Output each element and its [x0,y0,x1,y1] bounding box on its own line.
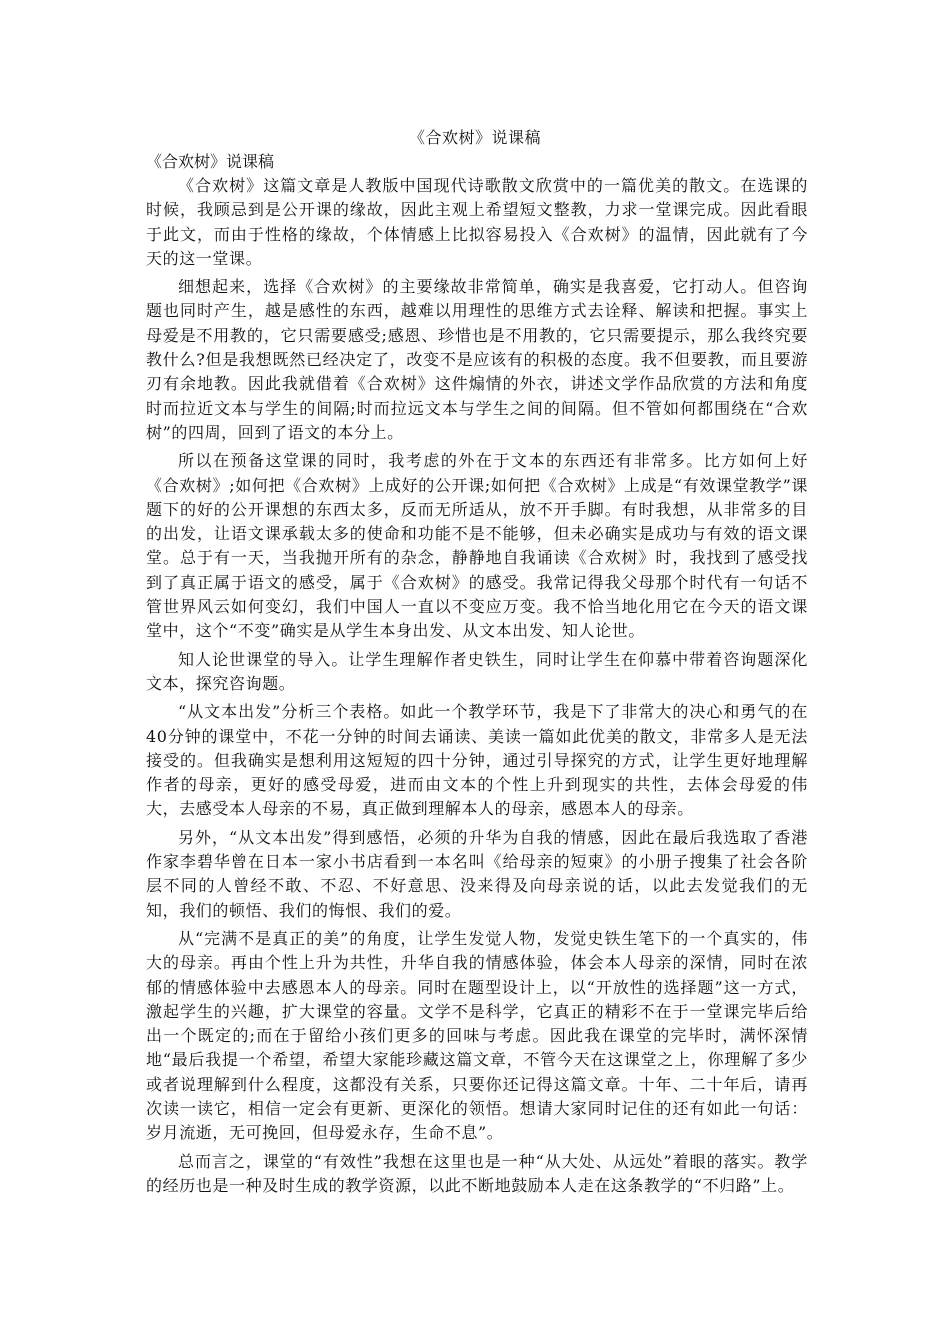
paragraph-7: 从“完满不是真正的美”的角度，让学生发觉人物，发觉史铁生笔下的一个真实的，伟大的母亲。再由个性上升为共性，升华自我的情感体验，体会本人母亲的深情，同时在浓郁的情感体验中去感恩本人的母亲。同时在题型设计上，以“开放性的选择题”这一方式，激起学生的兴趣，扩大课堂的容量。文学不是科学，它真正的精彩不在于一堂课完毕后给出一个既定的;而在于留给小孩们更多的回味与考虑。因此我在课堂的完毕时，满怀深情地“最后我提一个希望，希望大家能珍藏这篇文章，不管今天在这课堂之上，你理解了多少或者说理解到什么程度，这都没有关系，只要你还记得这篇文章。十年、二十年后，请再次读一读它，相信一定会有更新、更深化的领悟。想请大家同时记住的还有如此一句话：岁月流逝，无可挽回，但母爱永存，生命不息”。 [146,928,808,1143]
document-title: 《合欢树》说课稿 [408,128,541,147]
paragraph-6: 另外，“从文本出发”得到感悟，必须的升华为自我的情感，因此在最后我选取了香港作家李碧华曾在日本一家小书店看到一本名叫《给母亲的短柬》的小册子搜集了社会各阶层不同的人曾经不敢、不忍、不好意思、没来得及向母亲说的话，以此去发觉我们的无知，我们的顿悟、我们的悔恨、我们的爱。 [146,827,808,920]
document-body [146,174,808,1202]
paragraph-5: “从文本出发”分析三个表格。如此一个教学环节，我是下了非常大的决心和勇气的在40分钟的课堂中，不花一分钟的时间去诵读、美读一篇如此优美的散文，非常多人是无法接受的。但我确实是想利用这短短的四十分钟，通过引导探究的方式，让学生更好地理解作者的母亲，更好的感受母爱，进而由文本的个性上升到现实的共性，去体会母爱的伟大，去感受本人母亲的不易，真正做到理解本人的母亲，感恩本人的母亲。 [146,702,808,819]
paragraph-4: 知人论世课堂的导入。让学生理解作者史铁生，同时让学生在仰慕中带着咨询题深化文本，探究咨询题。 [146,649,808,693]
paragraph-3: 所以在预备这堂课的同时，我考虑的外在于文本的东西还有非常多。比方如何上好《合欢树》;如何把《合欢树》上成好的公开课;如何把《合欢树》上成是“有效课堂教学”课题下的好的公开课想的东西太多，反而无所适从，放不开手脚。有时我想，从非常多的目的出发，让语文课承载太多的使命和功能不是不能够，但未必确实是成功与有效的语文课堂。总于有一天，当我抛开所有的杂念，静静地自我诵读《合欢树》时，我找到了感受找到了真正属于语文的感受，属于《合欢树》的感受。我常记得我父母那个时代有一句话不管世界风云如何变幻，我们中国人一直以不变应万变。我不恰当地化用它在今天的语文课堂中，这个“不变”确实是从学生本身出发、从文本出发、知人论世。 [146,451,808,641]
paragraph-2: 细想起来，选择《合欢树》的主要缘故非常简单，确实是我喜爱，它打动人。但咨询题也同时产生，越是感性的东西，越难以用理性的思维方式去诠释、解读和把握。事实上母爱是不用教的，它只需要感受;感恩、珍惜也是不用教的，它只需要提示，那么我终究要教什么?但是我想既然已经决定了，改变不是应该有的积极的态度。我不但要教，而且要游刃有余地教。因此我就借着《合欢树》这件煽情的外衣，讲述文学作品欣赏的方法和角度时而拉近文本与学生的间隔;时而拉远文本与学生之间的间隔。但不管如何都围绕在“合欢树”的四周，回到了语文的本分上。 [146,277,808,442]
document-subtitle: 《合欢树》说课稿 [146,152,275,171]
paragraph-1: 《合欢树》这篇文章是人教版中国现代诗歌散文欣赏中的一篇优美的散文。在选课的时候，我顾忌到是公开课的缘故，因此主观上希望短文整教，力求一堂课完成。因此看眼于此文，而由于性格的缘故，个体情感上比拟容易投入《合欢树》的温情，因此就有了今天的这一堂课。 [146,176,808,268]
paragraph-8: 总而言之，课堂的“有效性”我想在这里也是一种“从大处、从远处”着眼的落实。教学的经历也是一种及时生成的教学资源，以此不断地鼓励本人走在这条教学的“不归路”上。 [146,1151,808,1195]
